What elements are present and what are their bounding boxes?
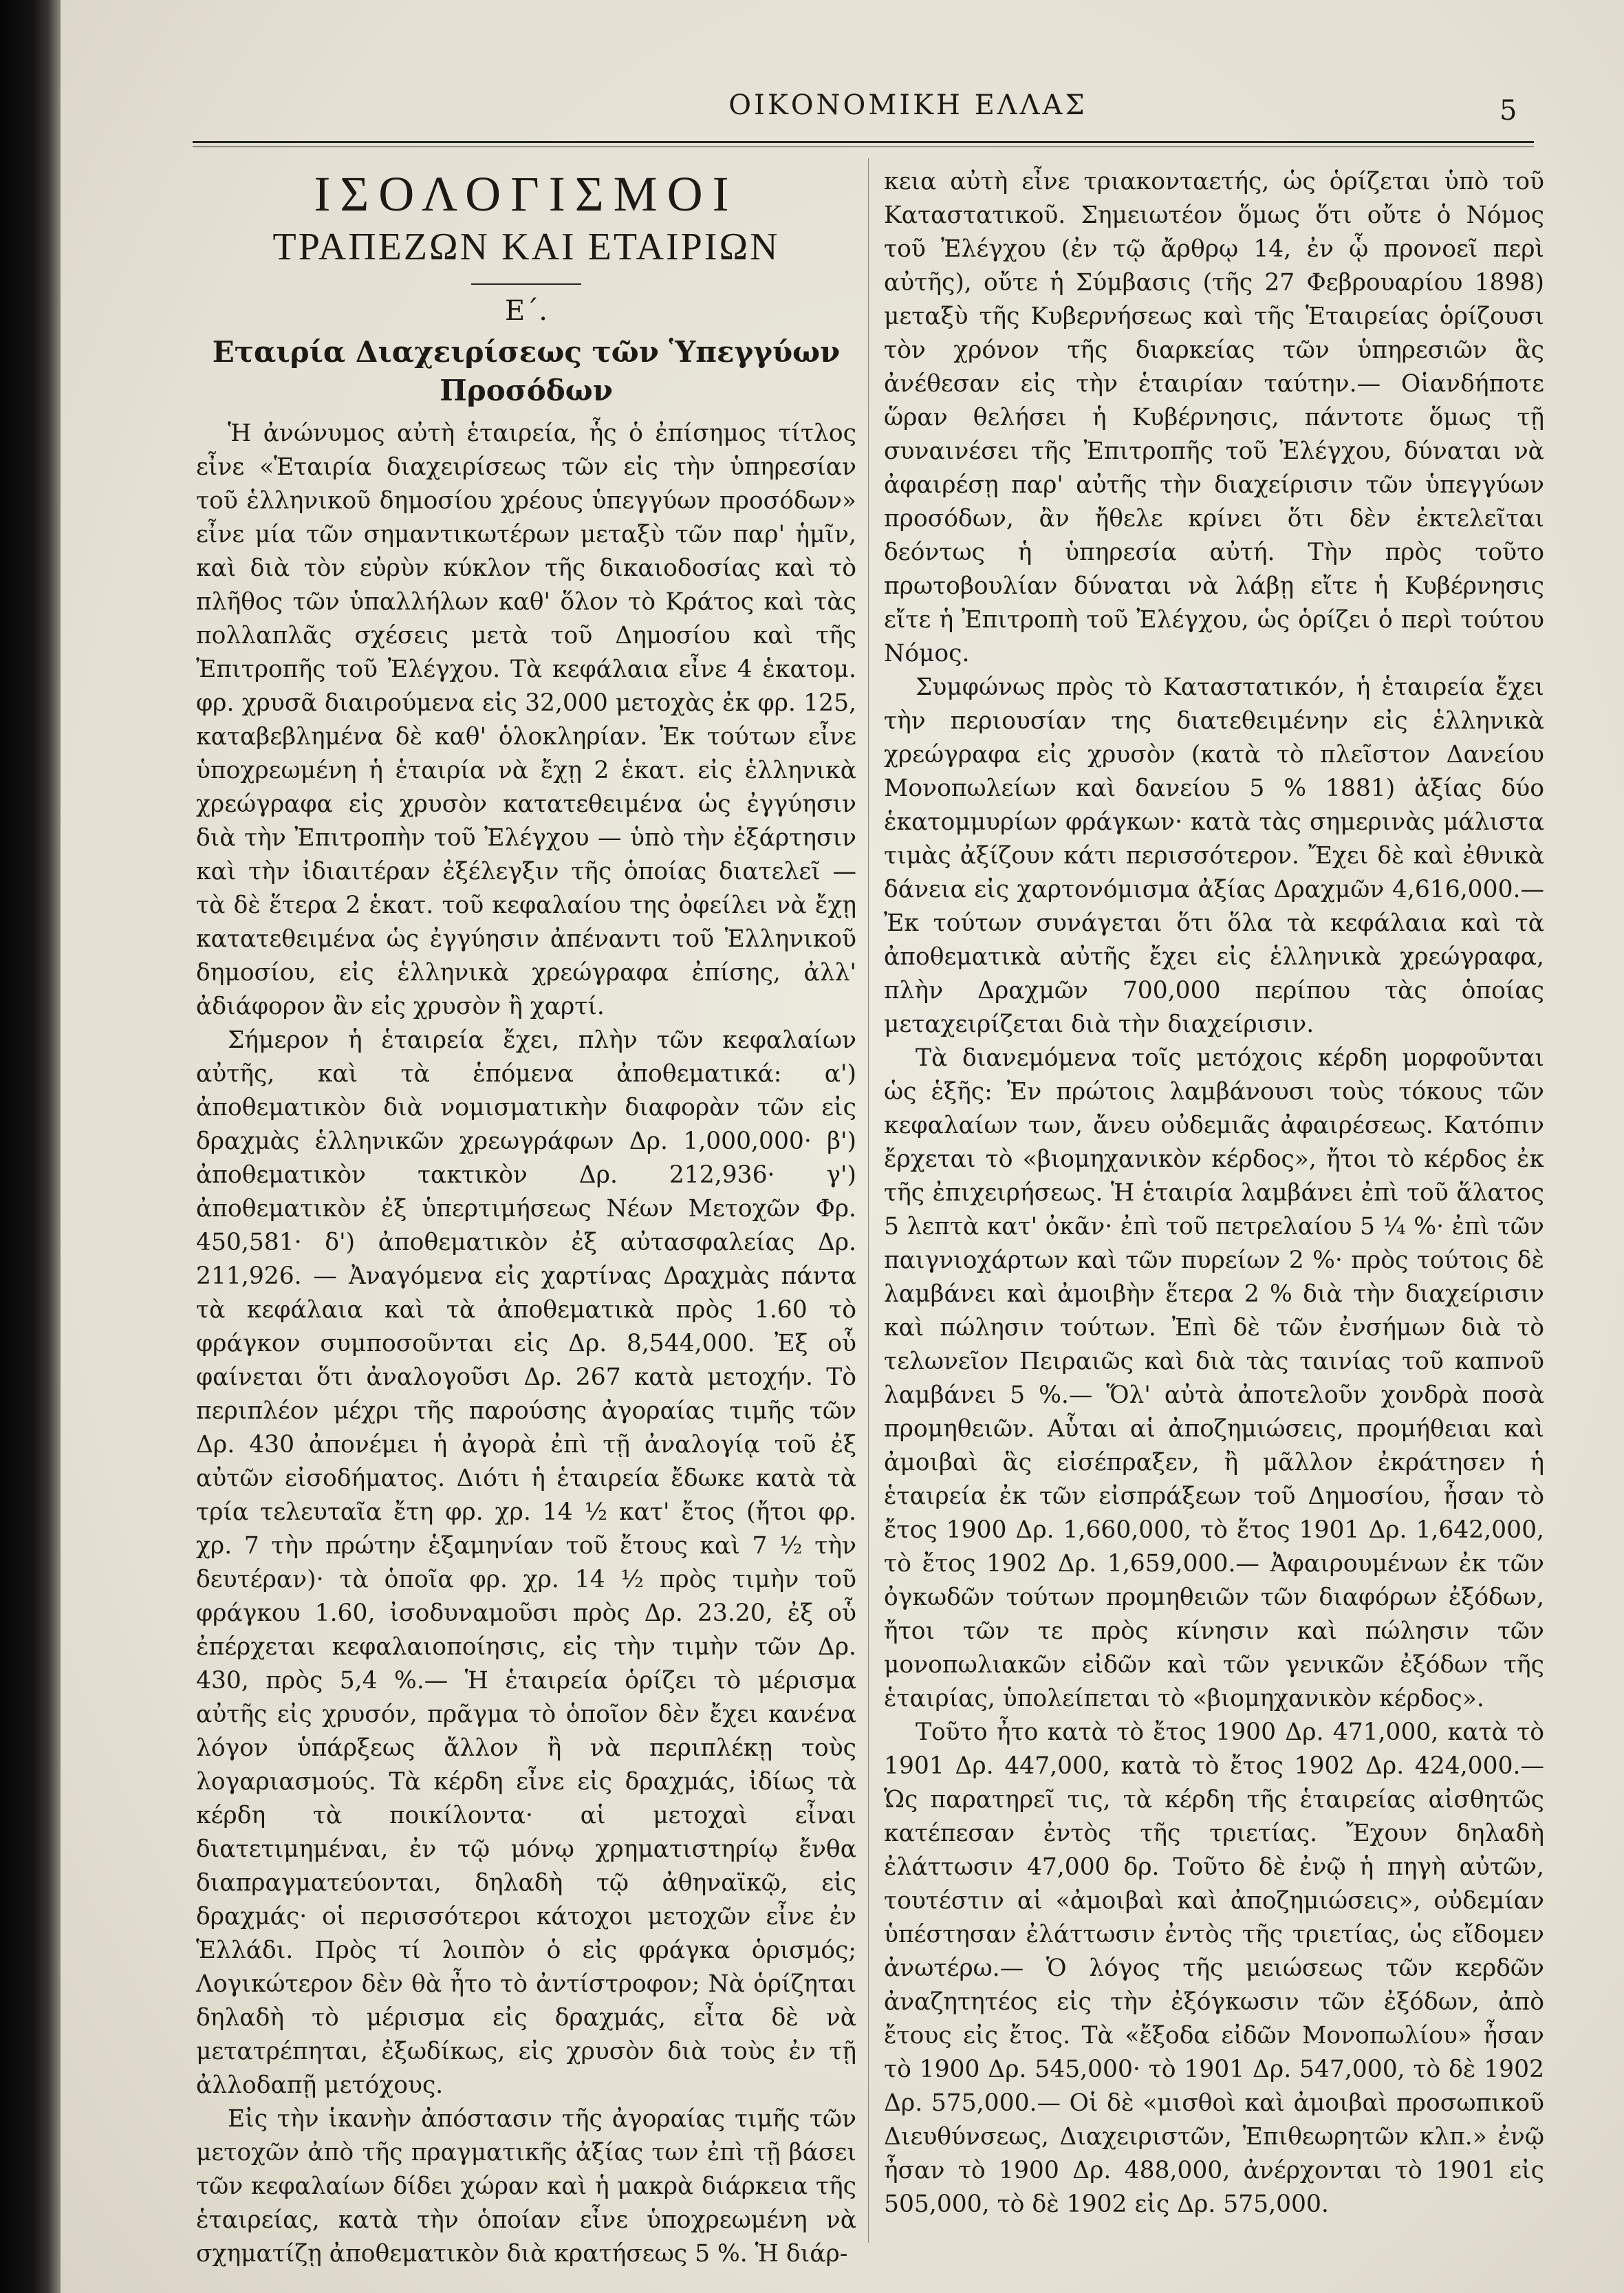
book-spine-shadow (0, 0, 61, 2293)
right-column (884, 165, 1544, 2221)
paragraph: Τὰ διανεμόμενα τοῖς μετόχοις κέρδη μορφοῦνται ὡς ἑξῆς: Ἐν πρώτοις λαμβάνουσι τοὺς τόκους τῶν κεφαλαίων των, ἄνευ οὐδεμιᾶς ἀφαιρέσεως. Κατόπιν ἔρχεται τὸ «βιομηχανικὸν κέρδος», ἤτοι τὸ κέρδος ἐκ τῆς ἐπιχειρήσεως. Ἡ ἑταιρία λαμβάνει ἐπὶ τοῦ ἅλατος 5 λεπτὰ κατ' ὀκᾶν· ἐπὶ τοῦ πετρελαίου 5 ¼ %· ἐπὶ τῶν παιγνιοχάρτων καὶ τῶν πυρείων 2 %· πρὸς τούτοις δὲ λαμβάνει καὶ ἀμοιβὴν ἕτερα 2 % διὰ τὴν διαχείρισιν καὶ πώλησιν τούτων. Ἐπὶ δὲ τῶν ἐνσήμων διὰ τὸ τελωνεῖον Πειραιῶς καὶ διὰ τὰς ταινίας τοῦ καπνοῦ λαμβάνει 5 %.— Ὅλ' αὐτὰ ἀποτελοῦν χονδρὰ ποσὰ προμηθειῶν. Αὗται αἱ ἀποζημιώσεις, προμήθειαι καὶ ἀμοιβαὶ ἃς εἰσέπραξεν, ἢ μᾶλλον ἐκράτησεν ἡ ἑταιρεία ἐκ τῶν εἰσπράξεων τοῦ Δημοσίου, ἦσαν τὸ ἔτος 1900 Δρ. 1,660,000, τὸ ἔτος 1901 Δρ. 1,642,000, τὸ ἔτος 1902 Δρ. 1,659,000.— Ἀφαιρουμένων ἐκ τῶν ὀγκωδῶν τούτων προμηθειῶν τῶν διαφόρων ἐξόδων, ἤτοι τῶν τε πρὸς κίνησιν καὶ πώλησιν τῶν μονοπωλιακῶν εἰδῶν καὶ τῶν γενικῶν ἐξόδων τῆς ἑταιρίας, ὑπολείπεται τὸ «βιομηχανικὸν κέρδος». (884, 1044, 1544, 1712)
paragraph: Συμφώνως πρὸς τὸ Καταστατικόν, ἡ ἑταιρεία ἔχει τὴν περιουσίαν της διατεθειμένην εἰς ἑλληνικὰ χρεώγραφα εἰς χρυσὸν (κατὰ τὸ πλεῖστον Δανείου Μονοπωλείων καὶ δανείου 5 % 1881) ἀξίας δύο ἑκατομμυρίων φράγκων· κατὰ τὰς σημερινὰς μάλιστα τιμὰς ἀξίζουν κάτι περισσότερον. Ἔχει δὲ καὶ ἐθνικὰ δάνεια εἰς χαρτονόμισμα ἀξίας Δραχμῶν 4,616,000.— Ἐκ τούτων συνάγεται ὅτι ὅλα τὰ κεφάλαια καὶ τὰ ἀποθεματικὰ αὐτῆς ἔχει εἰς ἑλληνικὰ χρεώγραφα, πλὴν Δραχμῶν 700,000 περίπου τὰς ὁποίας μεταχειρίζεται διὰ τὴν διαχείρισιν. (884, 674, 1544, 1038)
section-title: Εταιρία Διαχειρίσεως τῶν Ὑπεγγύων Προσόδων (212, 335, 841, 407)
paragraph: Εἰς τὴν ἱκανὴν ἀπόστασιν τῆς ἀγοραίας τιμῆς τῶν μετοχῶν ἀπὸ τῆς πραγματικῆς ἀξίας των ἐπὶ τῇ βάσει τῶν κεφαλαίων δίδει χώραν καὶ ἡ μακρὰ διάρκεια τῆς ἑταιρείας, κατὰ τὴν ὁποίαν εἶνε ὑποχρεωμένη νὰ σχηματίζῃ ἀποθεματικὸν διὰ κρατήσεως 5 %. Ἡ διάρ- (196, 2105, 856, 2268)
title-divider (471, 283, 581, 285)
article-title: ΙΣΟΛΟΓΙΣΜΟΙ (314, 166, 739, 222)
page-number: 5 (1500, 95, 1517, 127)
paragraph: Ἡ ἀνώνυμος αὐτὴ ἑταιρεία, ἧς ὁ ἐπίσημος τίτλος εἶνε «Ἑταιρία διαχειρίσεως τῶν εἰς τὴν ὑπηρεσίαν τοῦ ἑλληνικοῦ δημοσίου χρέους ὑπεγγύων προσόδων» εἶνε μία τῶν σημαντικωτέρων μεταξὺ τῶν παρ' ἡμῖν, καὶ διὰ τὸν εὐρὺν κύκλον τῆς δικαιοδοσίας καὶ τὸ πλῆθος τῶν ὑπαλλήλων καθ' ὅλον τὸ Κράτος καὶ τὰς πολλαπλᾶς σχέσεις μετὰ τοῦ Δημοσίου καὶ τῆς Ἐπιτροπῆς τοῦ Ἐλέγχου. Τὰ κεφάλαια εἶνε 4 ἑκατομ. φρ. χρυσᾶ διαιρούμενα εἰς 32,000 μετοχὰς ἐκ φρ. 125, καταβεβλημένα δὲ καθ' ὁλοκληρίαν. Ἐκ τούτων εἶνε ὑποχρεωμένη ἡ ἑταιρία νὰ ἔχῃ 2 ἑκατ. εἰς ἑλληνικὰ χρεώγραφα εἰς χρυσὸν κατατεθειμένα ὡς ἐγγύησιν διὰ τὴν Ἐπιτροπὴν τοῦ Ἐλέγχου — ὑπὸ τὴν ἐξάρτησιν καὶ τὴν ἰδιαιτέραν ἐξέλεγξιν τῆς ὁποίας διατελεῖ — τὰ δὲ ἕτερα 2 ἑκατ. τοῦ κεφαλαίου της ὀφείλει νὰ ἔχῃ κατατεθειμένα ὡς ἐγγύησιν ἀπέναντι τοῦ Ἑλληνικοῦ δημοσίου, εἰς ἑλληνικὰ χρεώγραφα ἐπίσης, ἀλλ' ἀδιάφορον ἂν εἰς χρυσὸν ἢ χαρτί. (196, 420, 856, 1020)
column-divider (868, 158, 869, 2243)
header-rule (193, 141, 1534, 147)
article-subtitle: ΤΡΑΠΕΖΩΝ ΚΑΙ ΕΤΑΙΡΙΩΝ (272, 226, 780, 268)
left-column (196, 165, 856, 2271)
paragraph: κεια αὐτὴ εἶνε τριακονταετής, ὡς ὁρίζεται ὑπὸ τοῦ Καταστατικοῦ. Σημειωτέον ὅμως ὅτι οὔτε ὁ Νόμος τοῦ Ἐλέγχου (ἐν τῷ ἄρθρῳ 14, ἐν ᾧ προνοεῖ περὶ αὐτῆς), οὔτε ἡ Σύμβασις (τῆς 27 Φεβρουαρίου 1898) μεταξὺ τῆς Κυβερνήσεως καὶ τῆς Ἑταιρείας ὁρίζουσι τὸν χρόνον τῆς διαρκείας τῶν ὑπηρεσιῶν ἃς ἀνέθεσαν εἰς τὴν ἑταιρίαν ταύτην.— Οἱανδήποτε ὥραν θελήσει ἡ Κυβέρνησις, πάντοτε ὅμως τῇ συναινέσει τῆς Ἐπιτροπῆς τοῦ Ἐλέγχου, δύναται νὰ ἀφαιρέσῃ παρ' αὐτῆς τὴν διαχείρισιν τῶν ὑπεγγύων προσόδων, ἂν ἤθελε κρίνει ὅτι δὲν ἐκτελεῖται δεόντως ἡ ὑπηρεσία αὐτή. Τὴν πρὸς τοῦτο πρωτοβουλίαν δύναται νὰ λάβῃ εἴτε ἡ Κυβέρνησις εἴτε ἡ Ἐπιτροπὴ τοῦ Ἐλέγχου, ὡς ὁρίζει ὁ περὶ τούτου Νόμος. (884, 168, 1544, 667)
paragraph: Τοῦτο ἦτο κατὰ τὸ ἔτος 1900 Δρ. 471,000, κατὰ τὸ 1901 Δρ. 447,000, κατὰ τὸ ἔτος 1902 Δρ. 424,000.— Ὡς παρατηρεῖ τις, τὰ κέρδη τῆς ἑταιρείας αἰσθητῶς κατέπεσαν ἐντὸς τῆς τριετίας. Ἔχουν δηλαδὴ ἐλάττωσιν 47,000 δρ. Τοῦτο δὲ ἐνῷ ἡ πηγὴ αὐτῶν, τουτέστιν αἱ «ἀμοιβαὶ καὶ ἀποζημιώσεις», οὐδεμίαν ὑπέστησαν ἐλάττωσιν ἐντὸς τῆς τριετίας, ὡς εἴδομεν ἀνωτέρω.— Ὁ λόγος τῆς μειώσεως τῶν κερδῶν ἀναζητητέος εἰς τὴν ἐξόγκωσιν τῶν ἐξόδων, ἀπὸ ἔτους εἰς ἔτος. Τὰ «ἔξοδα εἰδῶν Μονοπωλίου» ἦσαν τὸ 1900 Δρ. 545,000· τὸ 1901 Δρ. 547,000, τὸ δὲ 1902 Δρ. 575,000.— Οἱ δὲ «μισθοὶ καὶ ἀμοιβαὶ προσωπικοῦ Διευθύνσεως, Διαχειριστῶν, Ἐπιθεωρητῶν κλπ.» ἐνῷ ἦσαν τὸ 1900 Δρ. 488,000, ἀνέρχονται τὸ 1901 εἰς 505,000, τὸ δὲ 1902 εἰς Δρ. 575,000. (884, 1719, 1544, 2218)
paragraph: Σήμερον ἡ ἑταιρεία ἔχει, πλὴν τῶν κεφαλαίων αὐτῆς, καὶ τὰ ἑπόμενα ἀποθεματικά: α') ἀποθεματικὸν διὰ νομισματικὴν διαφορὰν τῶν εἰς δραχμὰς ἑλληνικῶν χρεωγράφων Δρ. 1,000,000· β') ἀποθεματικὸν τακτικὸν Δρ. 212,936· γ') ἀποθεματικὸν ἐξ ὑπερτιμήσεως Νέων Μετοχῶν Φρ. 450,581· δ') ἀποθεματικὸν ἐξ αὐτασφαλείας Δρ. 211,926. — Ἀναγόμενα εἰς χαρτίνας Δραχμὰς πάντα τὰ κεφάλαια καὶ τὰ ἀποθεματικὰ πρὸς 1.60 τὸ φράγκον συμποσοῦνται εἰς Δρ. 8,544,000. Ἐξ οὗ φαίνεται ὅτι ἀναλογοῦσι Δρ. 267 κατὰ μετοχήν. Τὸ περιπλέον μέχρι τῆς παρούσης ἀγοραίας τιμῆς τῶν Δρ. 430 ἀπονέμει ἡ ἀγορὰ ἐπὶ τῇ ἀναλογίᾳ τοῦ ἐξ αὐτῶν εἰσοδήματος. Διότι ἡ ἑταιρεία ἔδωκε κατὰ τὰ τρία τελευταῖα ἔτη φρ. χρ. 14 ½ κατ' ἔτος (ἤτοι φρ. χρ. 7 τὴν πρώτην ἑξαμηνίαν τοῦ ἔτους καὶ 7 ½ τὴν δευτέραν)· τὰ ὁποῖα φρ. χρ. 14 ½ πρὸς τιμὴν τοῦ φράγκου 1.60, ἰσοδυναμοῦσι πρὸς Δρ. 23.20, ἐξ οὗ ἐπέρχεται κεφαλαιοποίησις, εἰς τὴν τιμὴν τῶν Δρ. 430, πρὸς 5,4 %.— Ἡ ἑταιρεία ὁρίζει τὸ μέρισμα αὐτῆς εἰς χρυσόν, πρᾶγμα τὸ ὁποῖον δὲν ἔχει κανένα λόγον ὑπάρξεως ἄλλον ἢ νὰ περιπλέκῃ τοὺς λογαριασμούς. Τὰ κέρδη εἶνε εἰς δραχμάς, ἰδίως τὰ κέρδη τὰ ποικίλοντα· αἱ μετοχαὶ εἶναι διατετιμημέναι, ἐν τῷ μόνῳ χρηματιστηρίῳ ἔνθα διαπραγματεύονται, δηλαδὴ τῷ ἀθηναϊκῷ, εἰς δραχμάς· οἱ περισσότεροι κάτοχοι μετοχῶν εἶνε ἐν Ἑλλάδι. Πρὸς τί λοιπὸν ὁ εἰς φράγκα ὁρισμός; Λογικώτερον δὲν θὰ ἦτο τὸ ἀντίστροφον; Νὰ ὁρίζηται δηλαδὴ τὸ μέρισμα εἰς δραχμάς, εἶτα δὲ νὰ μετατρέπηται, ἐξωδίκως, εἰς χρυσὸν διὰ τοὺς ἐν τῇ ἀλλοδαπῇ μετόχους. (196, 1026, 856, 2099)
part-number: Ε΄. (505, 295, 548, 327)
running-title: ΟΙΚΟΝΟΜΙΚΗ ΕΛΛΑΣ (728, 89, 1087, 121)
